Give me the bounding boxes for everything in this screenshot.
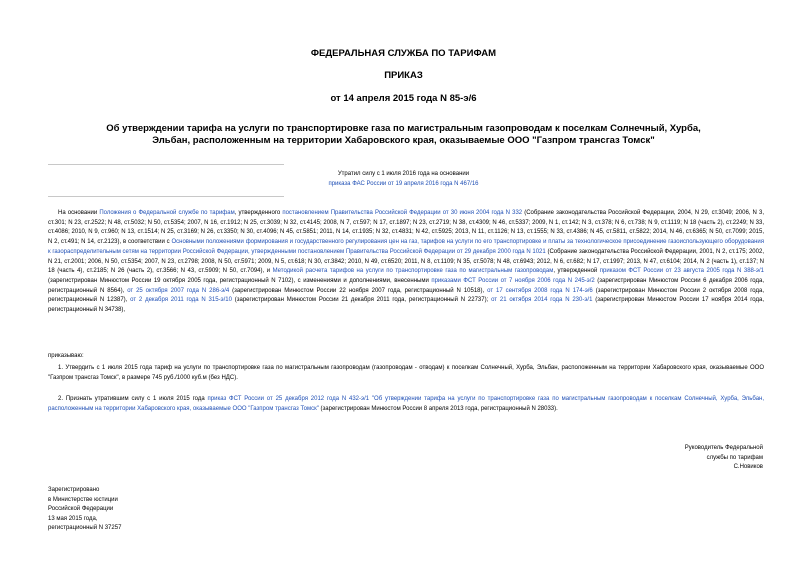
lost-force-note: Утратил силу с 1 июля 2016 года на основании	[337, 171, 470, 177]
registration-block	[48, 486, 121, 534]
signature-block	[623, 444, 763, 473]
link-tariff-methodology[interactable]: Методикой расчета тарифов на услуги по транспортировке газа по магистральным газопроводам	[272, 268, 554, 275]
link-gov-decree-332[interactable]: постановлением Правительства Российской Федерации от 30 июня 2004 года N 332	[282, 210, 523, 216]
link-order-432[interactable]: приказ ФСТ России от 25 декабря 2012 года N 432-э/1 "Об утверждении тарифа на услуги по транспортировке газа по магистральным газопроводам к поселкам Солнечный, Хурба, Эльбан, расположенным на территории Хабаровского края, оказываемые ООО "Газпром трансгаз Томск"	[48, 396, 765, 412]
link-order-245[interactable]: приказами ФСТ России от 7 ноября 2006 года N 245-э/2	[431, 277, 595, 284]
preamble-text: (зарегистрирован Минюстом России 21 декабря 2011 года, регистрационный N 22737);	[231, 297, 492, 304]
preamble-paragraph	[48, 209, 764, 316]
item2-text: 2. Признать утратившим силу с 1 июля 2015 года	[58, 396, 208, 402]
registration-line: Зарегистрировано	[48, 487, 100, 493]
registration-line: регистрационный N 37257	[48, 525, 122, 532]
link-gas-pricing-provisions[interactable]: Основными положениями формирования и государственного регулирования цен на газ, тарифов на услуги по его транспортировке и платы за технологическое присоединение газоиспользующего оборудования к газораспределительным сетям на территории Российской Федерации, утвержденными постановлением Правительства Российской Федерации от 29 декабря 2000 года N 1021	[48, 239, 764, 255]
preamble-text: (зарегистрирован Минюстом России 6 декабря 2006 года, регистрационный N 8564),	[48, 277, 765, 294]
doc-title: Об утверждении тарифа на услуги по транспортировке газа по магистральным газопроводам к поселкам Солнечный, Хурба, Эльбан, расположенным на территории Хабаровского края, оказываемые ООО "Газпром трансгаз Томск"	[106, 123, 701, 146]
preamble-text: (зарегистрирован Минюстом России 22 ноября 2007 года, регистрационный N 10518),	[229, 287, 488, 294]
divider-top	[48, 164, 284, 165]
lost-force-link[interactable]: приказа ФАС России от 19 апреля 2016 года N 467/16	[328, 181, 479, 187]
preamble-text: , утвержденного	[234, 210, 283, 216]
order-item-2	[48, 395, 764, 414]
preamble-text: (зарегистрирован Минюстом России 17 ноября 2014 года, регистрационный N 34738),	[48, 297, 764, 314]
link-order-286[interactable]: от 25 октября 2007 года N 286-э/4	[127, 287, 230, 294]
link-fst-regulation[interactable]: Положения о Федеральной службе по тарифам	[99, 210, 235, 216]
registration-line: 13 мая 2015 года,	[48, 515, 98, 522]
order-item-1: 1. Утвердить с 1 июля 2015 года тариф на услуги по транспортировке газа по магистральным газопроводам (газопроводам - отводам) к поселкам Солнечный, Хурба, Эльбан, расположенным на территории Хабаровского края, оказываемые ООО "Газпром трансгаз Томск", в размере 745 руб./1000 куб.м (без НДС).	[48, 365, 764, 381]
doc-date-number: от 14 апреля 2015 года N 85-э/6	[330, 93, 477, 104]
preamble-text: (Собрание законодательства Российской Федерации, 2004, N 29, ст.3049; 2006, N 3, ст.301; N 23, ст.2522; N 48, ст.5032; N 50, ст.5354; 2007, N 16, ст.1912; N 25, ст.3039; N 32, ст.4145; 2008, N 7, ст.597; N 17, ст.1897; N 23, ст.2719; N 38, ст.4309; N 46, ст.5337; 2009, N 1, ст.142; N 3, ст.378; N 6, ст.738; N 9, ст.1119; N 18 (часть 2), ст.2249; N 33, ст.4086; 2010, N 9, ст.960; N 13, ст.1514; N 25, ст.3169; N 26, ст.3350; N 30, ст.4096; N 45, ст.5851; 2011, N 14, ст.1935; N 32, ст.4831; N 42, ст.5925; 2013, N 11, ст.1126; N 13, ст.1555; N 33, ст.4386; N 45, ст.5811, ст.5822; 2014, N 46, ст.6365; N 50, ст.7099; 2015, N 2, ст.491; N 14, ст.2123), в соответствии с	[48, 210, 764, 246]
divider-bottom	[48, 196, 284, 197]
preamble-text: (зарегистрирован Минюстом России 19 октября 2005 года, регистрационный N 7102), с изменениями и дополнениями, внесенными	[48, 277, 432, 284]
signature-name: С.Новиков	[733, 464, 763, 470]
doc-type-heading: ПРИКАЗ	[384, 70, 423, 81]
signature-line: службы по тарифам	[706, 454, 763, 461]
link-order-315[interactable]: от 2 декабря 2011 года N 315-э/10	[130, 297, 232, 304]
registration-line: Российской Федерации	[48, 506, 114, 513]
order-word: приказываю:	[48, 353, 84, 359]
item2-text: (зарегистрирован Минюстом России 8 апреля 2013 года, регистрационный N 28033).	[318, 405, 558, 412]
link-order-174[interactable]: от 17 сентября 2008 года N 174-э/6	[487, 287, 593, 294]
preamble-text: На основании	[58, 210, 100, 216]
signature-line: Руководитель Федеральной	[684, 445, 763, 451]
preamble-text: , утвержденной	[553, 268, 600, 275]
agency-heading: ФЕДЕРАЛЬНАЯ СЛУЖБА ПО ТАРИФАМ	[310, 48, 497, 59]
link-order-388[interactable]: приказом ФСТ России от 23 августа 2005 года N 388-э/1	[599, 268, 764, 275]
preamble-text: (зарегистрирован Минюстом России 2 октября 2008 года, регистрационный N 12387),	[48, 287, 764, 304]
registration-line: в Министерстве юстиции	[48, 496, 118, 503]
link-order-230[interactable]: от 21 октября 2014 года N 230-э/1	[491, 297, 593, 304]
lost-force-link-line	[0, 180, 807, 188]
preamble-text: (Собрание законодательства Российской Федерации, 2001, N 2, ст.175; 2002, N 21, ст.2001; 2006, N 50, ст.5354; 2007, N 23, ст.2798; 2008, N 50, ст.5971; 2009, N 5, ст.618; N 30, ст.3842; 2010, N 49, ст.6520; 2011, N 8, ст.1109; N 35, ст.5078; N 48, ст.6943; 2012, N 6, ст.682; N 17, ст.1997; 2013, N 47, ст.6104; 2014, N 2 (часть 1), ст.137; N 18 (часть 4), ст.2185; N 26 (часть 2), ст.3566; N 43, ст.5909; N 50, ст.7094), и	[48, 248, 764, 275]
